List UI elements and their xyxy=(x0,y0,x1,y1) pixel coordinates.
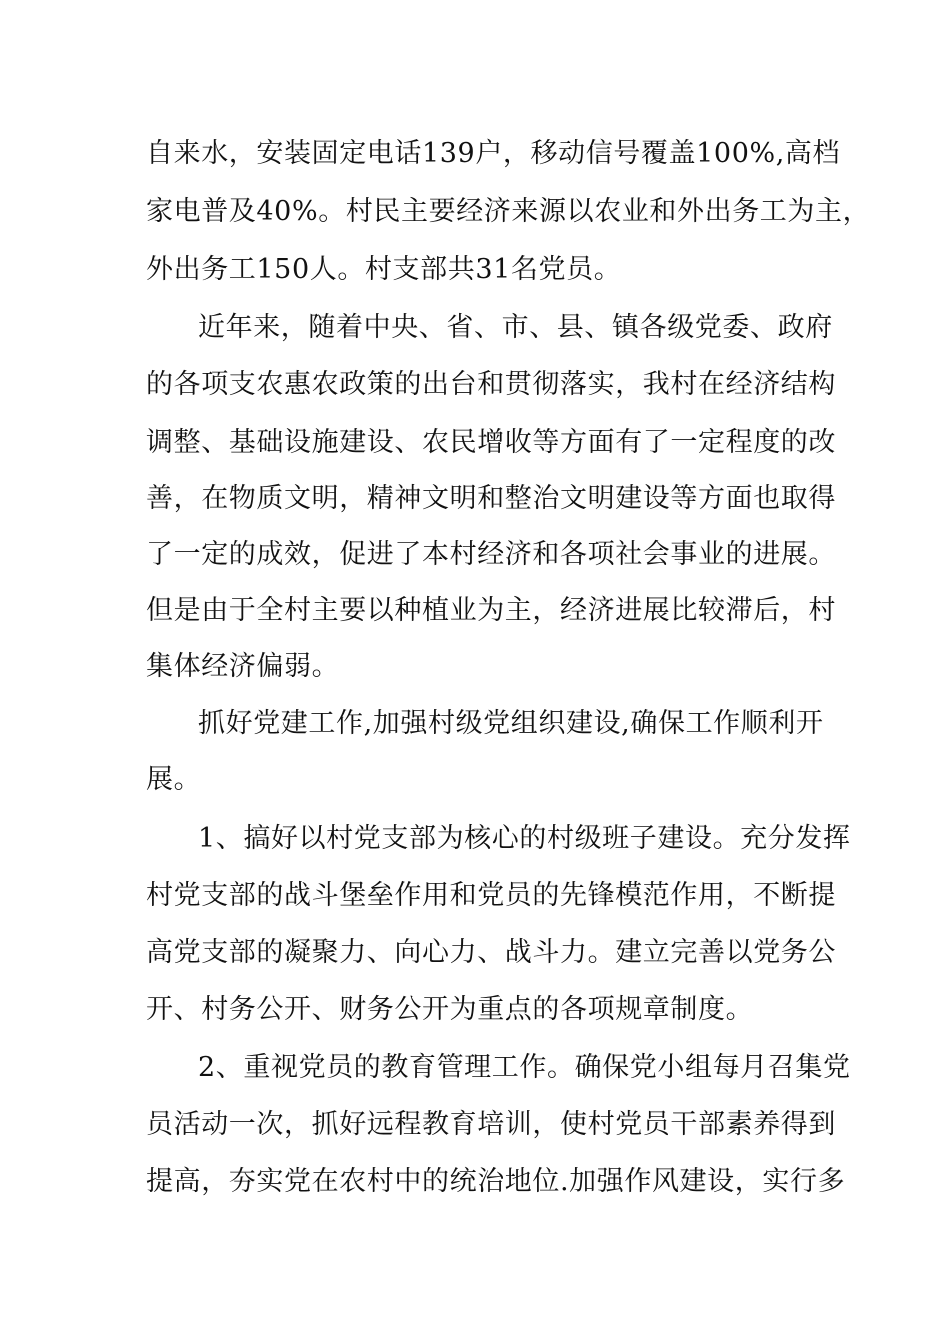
text-line: 了一定的成效，促进了本村经济和各项社会事业的进展。 xyxy=(146,539,836,570)
paragraph-first-line: 抓好党建工作,加强村级党组织建设,确保工作顺利开 xyxy=(198,708,824,739)
paragraph-first-line: 1、搞好以村党支部为核心的村级班子建设。充分发挥 xyxy=(198,823,851,854)
text-line: 善，在物质文明，精神文明和整治文明建设等方面也取得 xyxy=(146,483,836,514)
text-line: 员活动一次，抓好远程教育培训，使村党员干部素养得到 xyxy=(146,1109,836,1140)
text-line: 家电普及40%。村民主要经济来源以农业和外出务工为主， xyxy=(146,196,871,227)
text-line: 展。 xyxy=(146,764,202,795)
text-line: 外出务工150人。村支部共31名党员。 xyxy=(146,254,622,285)
text-line: 的各项支农惠农政策的出台和贯彻落实，我村在经济结构 xyxy=(146,369,836,400)
text-line: 开、村务公开、财务公开为重点的各项规章制度。 xyxy=(146,994,754,1025)
text-line: 调整、基础设施建设、农民增收等方面有了一定程度的改 xyxy=(146,427,836,458)
text-line: 村党支部的战斗堡垒作用和党员的先锋模范作用，不断提 xyxy=(146,880,836,911)
text-line: 但是由于全村主要以种植业为主，经济进展比较滞后，村 xyxy=(146,595,836,626)
text-line: 提高，夯实党在农村中的统治地位.加强作风建设，实行多 xyxy=(146,1166,846,1197)
paragraph-first-line: 2、重视党员的教育管理工作。确保党小组每月召集党 xyxy=(198,1052,851,1083)
text-line: 高党支部的凝聚力、向心力、战斗力。建立完善以党务公 xyxy=(146,937,836,968)
paragraph-first-line: 近年来，随着中央、省、市、县、镇各级党委、政府 xyxy=(198,312,833,343)
text-line: 集体经济偏弱。 xyxy=(146,651,340,682)
text-line: 自来水，安装固定电话139户，移动信号覆盖100%,高档 xyxy=(146,138,841,169)
